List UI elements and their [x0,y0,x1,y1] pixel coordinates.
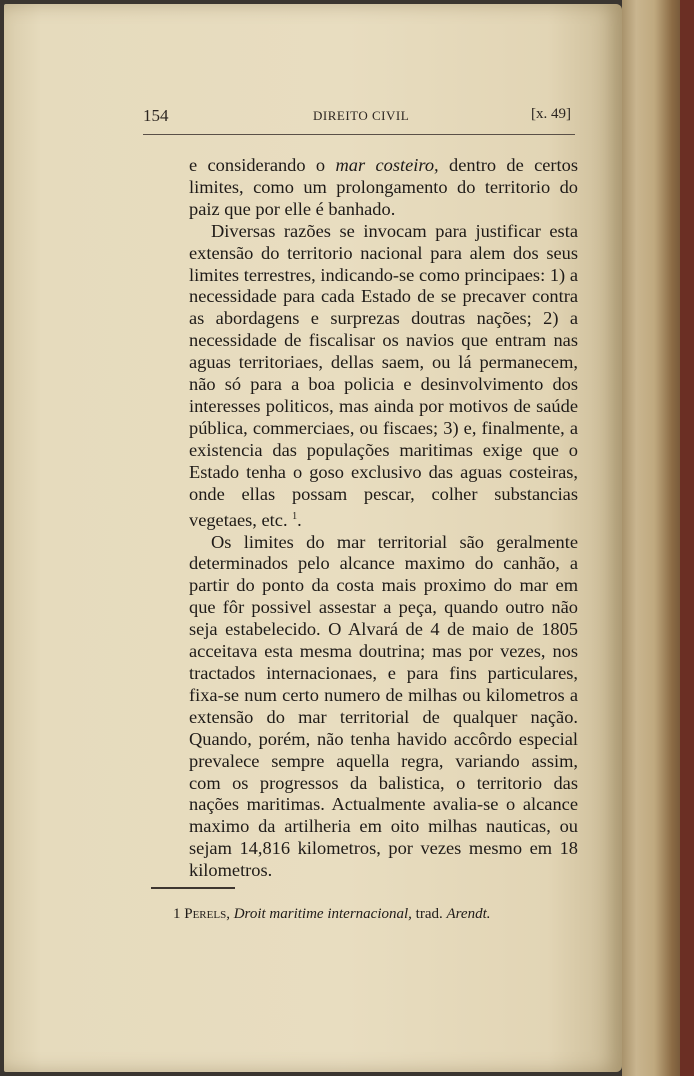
paragraph-3-text: Os limites do mar territorial são geralmente determinados pelo alcance maximo do canhão, a partir do ponto da costa mais proximo do mar em que fôr possivel assestar a peça, quando outro não seja estabelecido. O Alvará de 4 de maio de 1805 acceitava esta mesma doutrina; mas por vezes, nos tractados internacionaes, e para fins particulares, fixa-se num certo numero de milhas ou kilometros a extensão do mar territorial de qualquer nação. Quando, porém, não tenha havido accôrdo especial prevalece sempre aquella regra, variando assim, com os progressos da balistica, o territorio das nações maritimas. Actualmente avalia-se o alcance maximo da artilheria em oito milhas nauticas, ou sejam 14,816 kilometros, por vezes mesmo em 18 kilometros. [189,531,578,881]
footnote-translator: Arendt. [446,906,491,922]
footnote-trad: trad. [415,906,443,922]
main-text [189,155,578,882]
paragraph-3 [189,532,578,883]
paragraph-2: Diversas razões se invocam para justificar esta extensão do territorio nacional para alem dos seus limites terrestres, indicando-se como principaes: 1) a necessidade para cada Estado de se precaver contra as abordagens e surprezas doutras nações; 2) a necessidade de fiscalisar os navios que entram nas aguas territoriaes, dellas saem, ou lá permanecem, não só para a boa policia e desinvolvimento dos interesses politicos, mas ainda por motivos de saúde pública, commerciaes, ou fiscaes; 3) e, finalmente, a existencia das populações maritimas exige que o Estado tenha o goso exclusivo das aguas costeiras, onde ellas possam pescar, colher substancias vegetaes, etc. $^1$. [189,220,578,530]
footnote-reference: 1 [292,510,298,522]
paragraph-1-start: e considerando o [189,155,336,175]
footnote-title: Droit maritime internacional, [233,906,412,922]
paragraph-1 [189,155,578,221]
running-title: DIREITO CIVIL [313,108,410,123]
running-header [143,106,571,128]
header-rule [143,134,575,135]
page-number: 154 [143,106,169,125]
footnote [173,905,573,923]
paragraph-2-text: Diversas razões se invocam para justificar esta extensão do territorio nacional para alem dos seus limites terrestres, indicando-se como principaes: 1) a necessidade para cada Estado de se precaver contra as abordagens e surprezas doutras nações; 2) a necessidade de fiscalisar os navios que entram nas aguas territoriaes, dellas saem, ou lá permanecem, não só para a boa policia e desinvolvimento dos interesses politicos, mas ainda por motivos de saúde pública, commerciaes, ou fiscaes; 3) e, finalmente, a existencia das populações maritimas exige que o Estado tenha o goso exclusivo das aguas costeiras, onde ellas possam pescar, colher substancias vegetaes, etc. [189,220,578,530]
book-cover-edge [680,0,694,1076]
footnote-rule [151,887,235,889]
footnote-number: 1 [173,906,181,922]
paragraph-1-end: dentro de certos limites, como um prolongamento do territorio do paiz que por elle é banhado. [189,155,579,219]
section-reference: [x. 49] [531,106,571,122]
footnote-author: Perels, [184,906,230,922]
italic-term: mar costeiro, [335,155,439,175]
